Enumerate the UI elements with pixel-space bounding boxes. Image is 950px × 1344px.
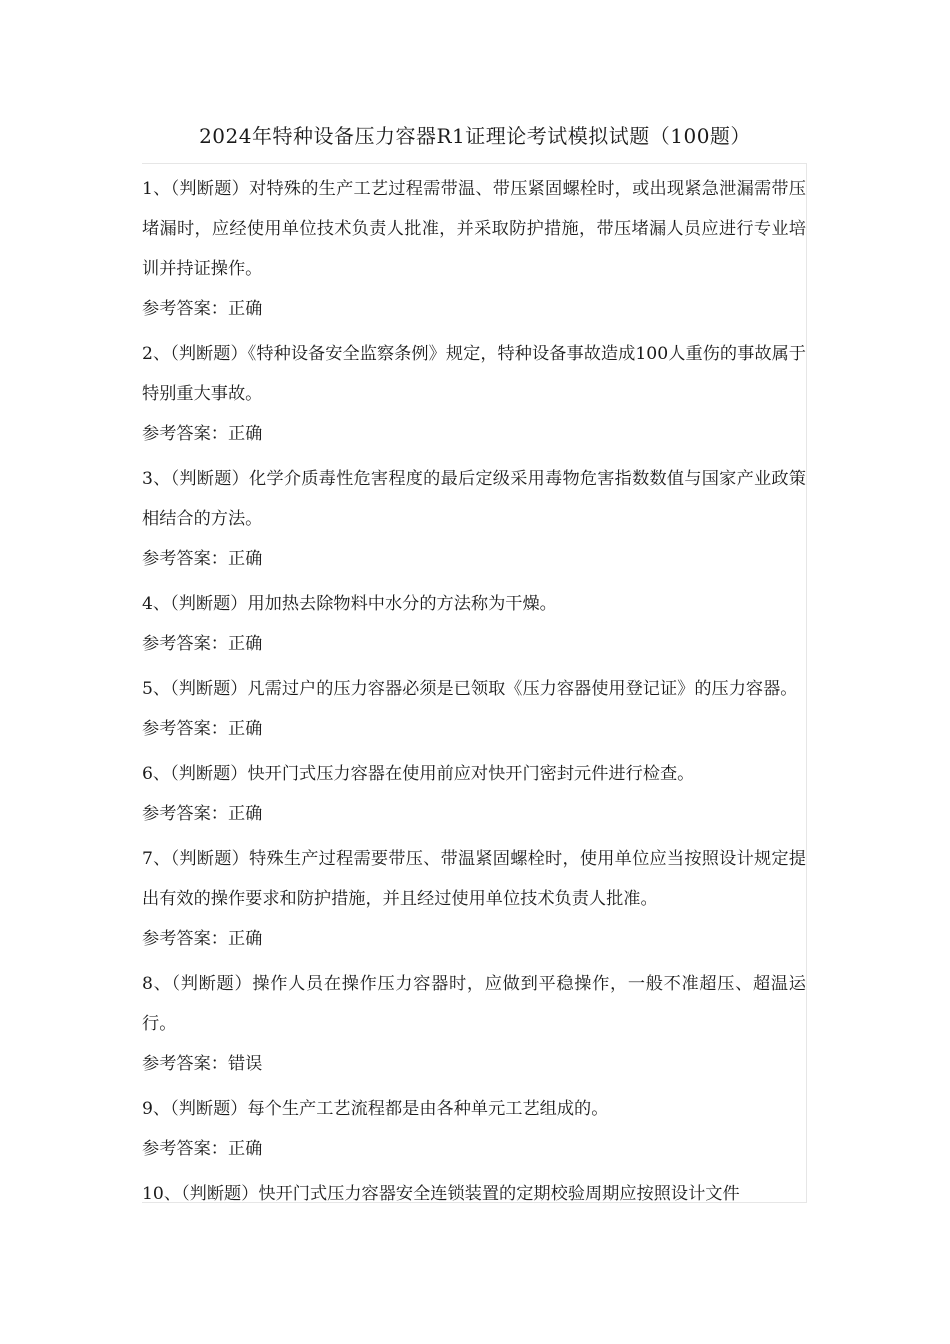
question-item bbox=[142, 959, 806, 1084]
question-text: 8、（判断题）操作人员在操作压力容器时，应做到平稳操作，一般不准超压、超温运行。 bbox=[142, 974, 806, 1034]
question-text: 3、（判断题）化学介质毒性危害程度的最后定级采用毒物危害指数数值与国家产业政策相结合的方法。 bbox=[142, 469, 806, 529]
answer-text: 参考答案：正确 bbox=[142, 719, 263, 739]
question-item bbox=[142, 454, 806, 579]
question-text: 2、（判断题）《特种设备安全监察条例》规定，特种设备事故造成100人重伤的事故属于特别重大事故。 bbox=[142, 344, 806, 404]
answer-text: 参考答案：正确 bbox=[142, 299, 263, 319]
answer-text: 参考答案：正确 bbox=[142, 804, 263, 824]
answer-text: 参考答案：错误 bbox=[142, 1054, 263, 1074]
question-item bbox=[142, 834, 806, 959]
question-item bbox=[142, 329, 806, 454]
question-item bbox=[142, 1084, 806, 1169]
answer-text: 参考答案：正确 bbox=[142, 549, 263, 569]
question-item bbox=[142, 749, 806, 834]
question-text: 5、（判断题）凡需过户的压力容器必须是已领取《压力容器使用登记证》的压力容器。 bbox=[142, 679, 798, 699]
question-text: 1、（判断题）对特殊的生产工艺过程需带温、带压紧固螺栓时，或出现紧急泄漏需带压堵漏时，应经使用单位技术负责人批准，并采取防护措施，带压堵漏人员应进行专业培训并持证操作。 bbox=[142, 179, 806, 279]
question-text: 7、（判断题）特殊生产过程需要带压、带温紧固螺栓时，使用单位应当按照设计规定提出有效的操作要求和防护措施，并且经过使用单位技术负责人批准。 bbox=[142, 849, 806, 909]
question-item bbox=[142, 1169, 806, 1203]
answer-text: 参考答案：正确 bbox=[142, 929, 263, 949]
question-item bbox=[142, 164, 806, 329]
question-text: 4、（判断题）用加热去除物料中水分的方法称为干燥。 bbox=[142, 594, 557, 614]
document-title: 2024年特种设备压力容器R1证理论考试模拟试题（100题） bbox=[199, 124, 751, 148]
question-list bbox=[142, 163, 807, 1203]
question-item bbox=[142, 664, 806, 749]
question-item bbox=[142, 579, 806, 664]
answer-text: 参考答案：正确 bbox=[142, 424, 263, 444]
answer-text: 参考答案：正确 bbox=[142, 1139, 263, 1159]
answer-text: 参考答案：正确 bbox=[142, 634, 263, 654]
question-text: 10、（判断题）快开门式压力容器安全连锁装置的定期校验周期应按照设计文件 bbox=[142, 1184, 740, 1203]
question-text: 9、（判断题）每个生产工艺流程都是由各种单元工艺组成的。 bbox=[142, 1099, 609, 1119]
question-text: 6、（判断题）快开门式压力容器在使用前应对快开门密封元件进行检查。 bbox=[142, 764, 695, 784]
